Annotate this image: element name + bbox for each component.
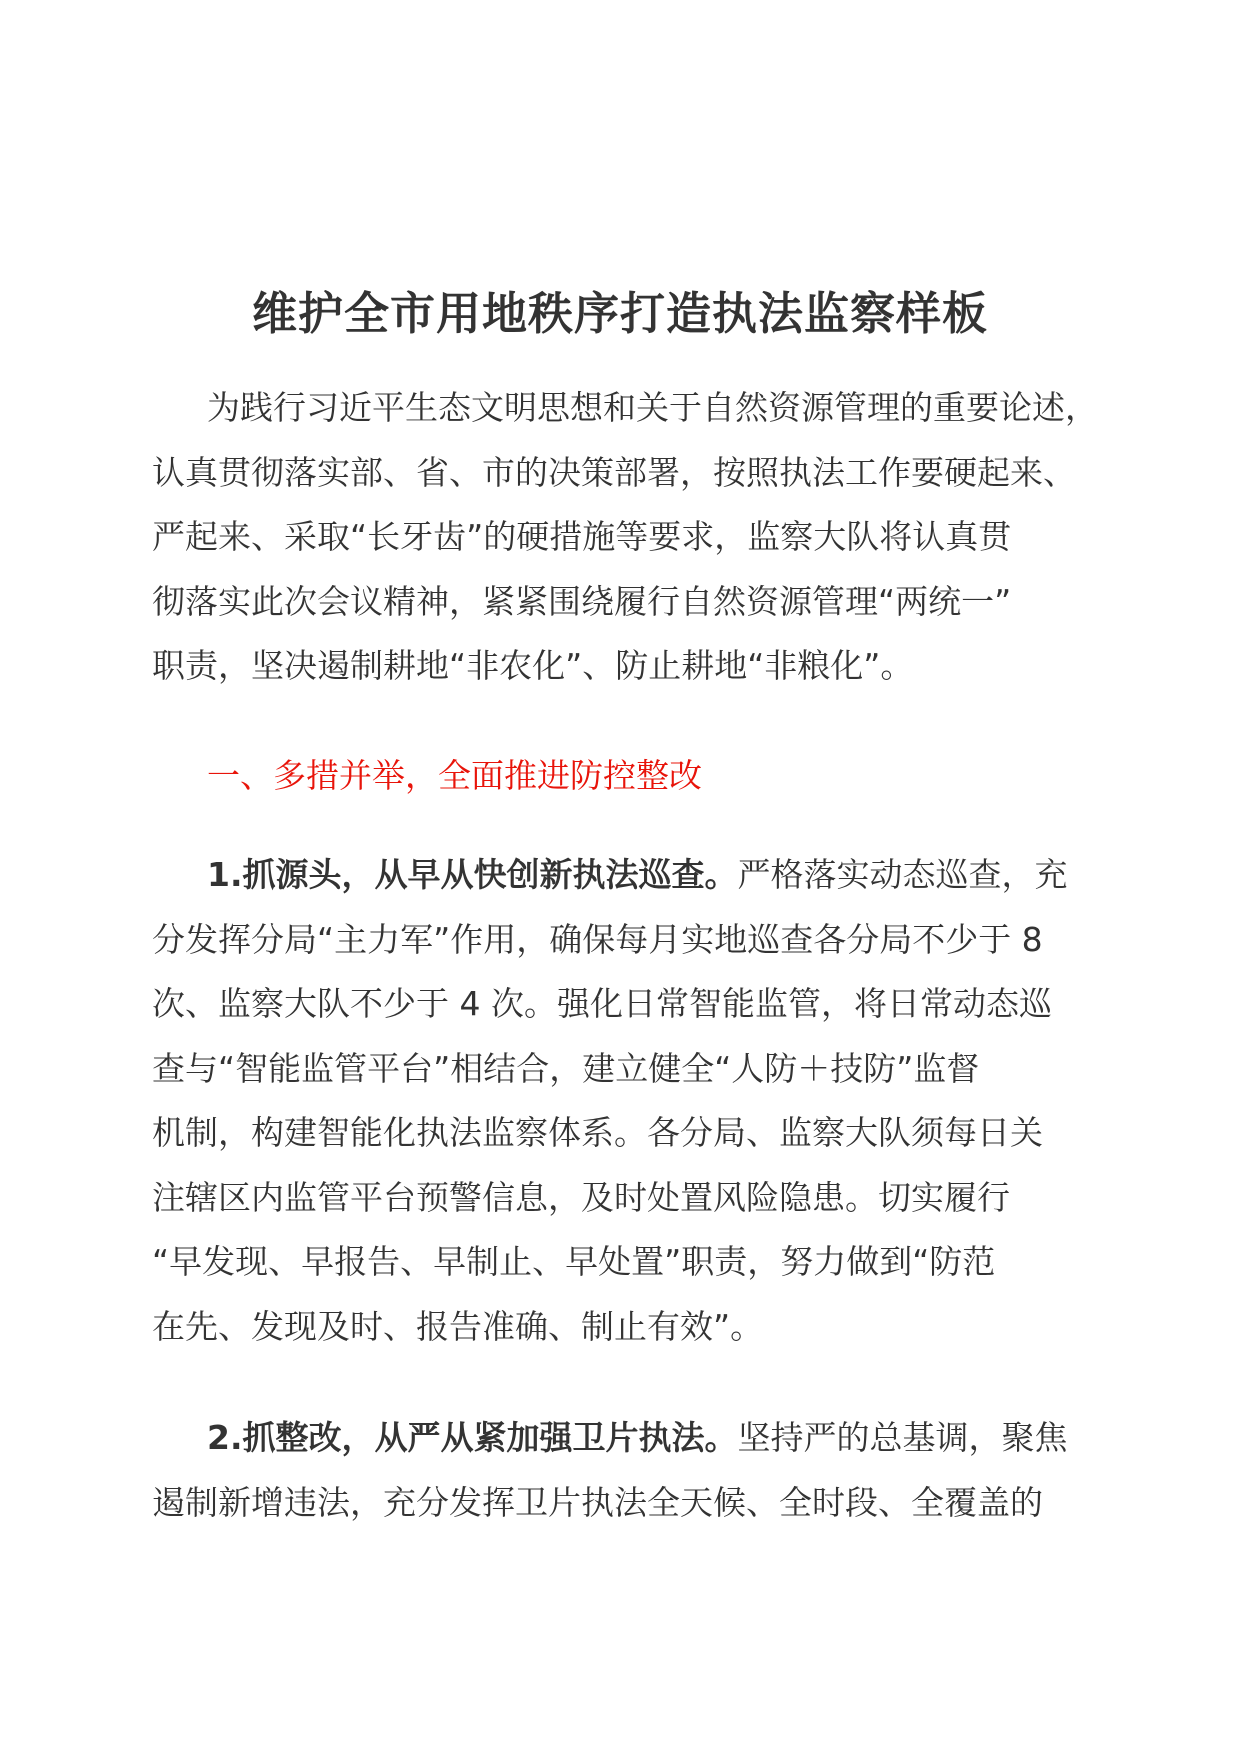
paragraph-line: 彻落实此次会议精神，紧紧围绕履行自然资源管理“两统一”: [152, 581, 1012, 621]
paragraph-line: [152, 843, 1092, 908]
paragraph-line: 在先、发现及时、报告准确、制止有效”。: [152, 1306, 764, 1346]
paragraph-line: 分发挥分局“主力军”作用，确保每月实地巡查各分局不少于 8: [152, 919, 1043, 959]
paragraph-line: 机制，构建智能化执法监察体系。各分局、监察大队须每日关: [152, 1113, 1043, 1152]
paragraph-line: 遏制新增违法，充分发挥卫片执法全天候、全时段、全覆盖的: [152, 1482, 1043, 1522]
intro-paragraph: [152, 376, 1098, 699]
paragraph-line: 查与“智能监管平台”相结合，建立健全“人防＋技防”监督: [152, 1048, 980, 1088]
paragraph-line: 严起来、采取“长牙齿”的硬措施等要求，监察大队将认真贯: [152, 517, 1012, 556]
paragraph-line: 认真贯彻落实部、省、市的决策部署，按照执法工作要硬起来、: [152, 452, 1076, 492]
paragraph-line: “早发现、早报告、早制止、早处置”职责，努力做到“防范: [152, 1242, 996, 1281]
item1-paragraph: [152, 843, 1092, 1359]
item1-lead: 1.抓源头，从早从快创新执法巡查。: [207, 855, 738, 894]
paragraph-line: 注辖区内监管平台预警信息，及时处置风险隐患。切实履行: [152, 1177, 1010, 1217]
document-title: 维护全市用地秩序打造执法监察样板: [251, 287, 988, 340]
paragraph-line: 职责，坚决遏制耕地“非农化”、防止耕地“非粮化”。: [152, 646, 914, 685]
paragraph-line: [152, 1406, 1092, 1471]
item1-first-rest: 严格落实动态巡查，充: [737, 855, 1068, 894]
paragraph-line: 次、监察大队不少于 4 次。强化日常智能监管，将日常动态巡: [152, 984, 1052, 1023]
item2-first-rest: 坚持严的总基调，聚焦: [737, 1418, 1068, 1457]
section-heading: 一、多措并举，全面推进防控整改: [207, 756, 702, 795]
item2-lead: 2.抓整改，从严从紧加强卫片执法。: [207, 1418, 738, 1457]
paragraph-line: 为践行习近平生态文明思想和关于自然资源管理的重要论述，: [207, 388, 1098, 427]
item2-paragraph: [152, 1406, 1092, 1535]
